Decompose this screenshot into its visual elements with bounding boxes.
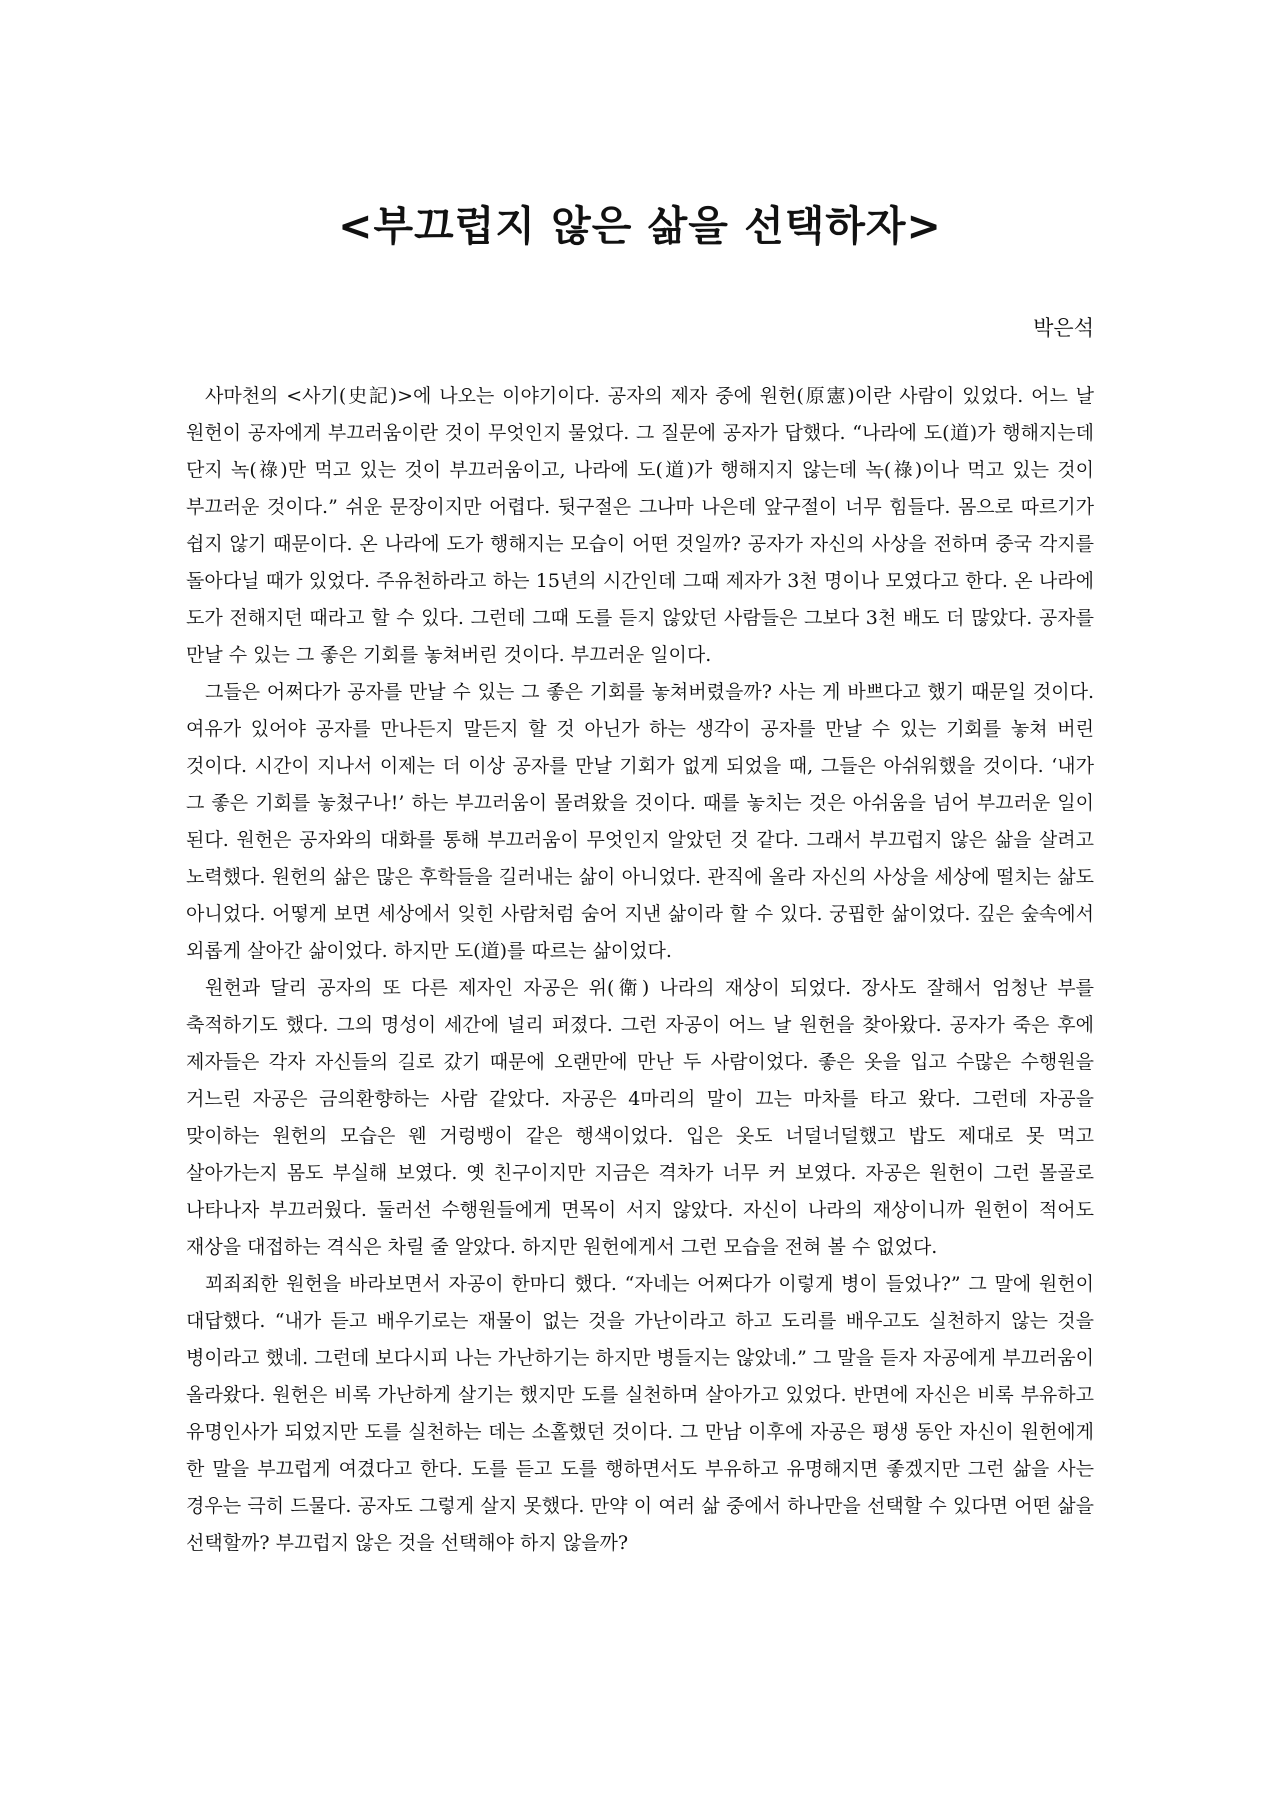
document-title: <부끄럽지 않은 삶을 선택하자> [338,202,942,250]
paragraph: 그들은 어쩌다가 공자를 만날 수 있는 그 좋은 기회를 놓쳐버렸을까? 사는 게 바쁘다고 했기 때문일 것이다. 여유가 있어야 공자를 만나든지 말든지 할 것 아닌가 하는 생각이 공자를 만날 수 있는 기회를 놓쳐 버린 것이다. 시간이 지나서 이제는 더 이상 공자를 만날 기회가 없게 되었을 때, 그들은 아쉬워했을 것이다. ‘내가 그 좋은 기회를 놓쳤구나!’ 하는 부끄러움이 몰려왔을 것이다. 때를 놓치는 것은 아쉬움을 넘어 부끄러운 일이 된다. 원헌은 공자와의 대화를 통해 부끄러움이 무엇인지 알았던 것 같다. 그래서 부끄럽지 않은 삶을 살려고 노력했다. 원헌의 삶은 많은 후학들을 길러내는 삶이 아니었다. 관직에 올라 자신의 사상을 세상에 떨치는 삶도 아니었다. 어떻게 보면 세상에서 잊힌 사람처럼 숨어 지낸 삶이라 할 수 있다. 궁핍한 삶이었다. 깊은 숲속에서 외롭게 살아간 삶이었다. 하지만 도(道)를 따르는 삶이었다. [186,681,1094,962]
paragraph: 꾀죄죄한 원헌을 바라보면서 자공이 한마디 했다. “자네는 어쩌다가 이렇게 병이 들었나?” 그 말에 원헌이 대답했다. “내가 듣고 배우기로는 재물이 없는 것을 가난이라고 하고 도리를 배우고도 실천하지 않는 것을 병이라고 했네. 그런데 보다시피 나는 가난하기는 하지만 병들지는 않았네.” 그 말을 듣자 자공에게 부끄러움이 올라왔다. 원헌은 비록 가난하게 살기는 했지만 도를 실천하며 살아가고 있었다. 반면에 자신은 비록 부유하고 유명인사가 되었지만 도를 실천하는 데는 소홀했던 것이다. 그 만남 이후에 자공은 평생 동안 자신이 원헌에게 한 말을 부끄럽게 여겼다고 한다. 도를 듣고 도를 행하면서도 부유하고 유명해지면 좋겠지만 그런 삶을 사는 경우는 극히 드물다. 공자도 그렇게 살지 못했다. 만약 이 여러 삶 중에서 하나만을 선택할 수 있다면 어떤 삶을 선택할까? 부끄럽지 않은 것을 선택해야 하지 않을까? [186,1273,1094,1554]
paragraph: 원헌과 달리 공자의 또 다른 제자인 자공은 위(衛) 나라의 재상이 되었다. 장사도 잘해서 엄청난 부를 축적하기도 했다. 그의 명성이 세간에 널리 퍼졌다. 그런 자공이 어느 날 원헌을 찾아왔다. 공자가 죽은 후에 제자들은 각자 자신들의 길로 갔기 때문에 오랜만에 만난 두 사람이었다. 좋은 옷을 입고 수많은 수행원을 거느린 자공은 금의환향하는 사람 같았다. 자공은 4마리의 말이 끄는 마차를 타고 왔다. 그런데 자공을 맞이하는 원헌의 모습은 웬 거렁뱅이 같은 행색이었다. 입은 옷도 너덜너덜했고 밥도 제대로 못 먹고 살아가는지 몸도 부실해 보였다. 옛 친구이지만 지금은 격차가 너무 커 보였다. 자공은 원헌이 그런 몰골로 나타나자 부끄러웠다. 둘러선 수행원들에게 면목이 서지 않았다. 자신이 나라의 재상이니까 원헌이 적어도 재상을 대접하는 격식은 차릴 줄 알았다. 하지만 원헌에게서 그런 모습을 전혀 볼 수 없었다. [186,977,1094,1258]
paragraph: 사마천의 <사기(史記)>에 나오는 이야기이다. 공자의 제자 중에 원헌(原憲)이란 사람이 있었다. 어느 날 원헌이 공자에게 부끄러움이란 것이 무엇인지 물었다. 그 질문에 공자가 답했다. “나라에 도(道)가 행해지는데 단지 녹(祿)만 먹고 있는 것이 부끄러움이고, 나라에 도(道)가 행해지지 않는데 녹(祿)이나 먹고 있는 것이 부끄러운 것이다.” 쉬운 문장이지만 어렵다. 뒷구절은 그나마 나은데 앞구절이 너무 힘들다. 몸으로 따르기가 쉽지 않기 때문이다. 온 나라에 도가 행해지는 모습이 어떤 것일까? 공자가 자신의 사상을 전하며 중국 각지를 돌아다닐 때가 있었다. 주유천하라고 하는 15년의 시간인데 그때 제자가 3천 명이나 모였다고 한다. 온 나라에 도가 전해지던 때라고 할 수 있다. 그런데 그때 도를 듣지 않았던 사람들은 그보다 3천 배도 더 많았다. 공자를 만날 수 있는 그 좋은 기회를 놓쳐버린 것이다. 부끄러운 일이다. [186,385,1094,666]
author-name: 박은석 [1033,316,1094,340]
document-body [186,378,1094,1562]
